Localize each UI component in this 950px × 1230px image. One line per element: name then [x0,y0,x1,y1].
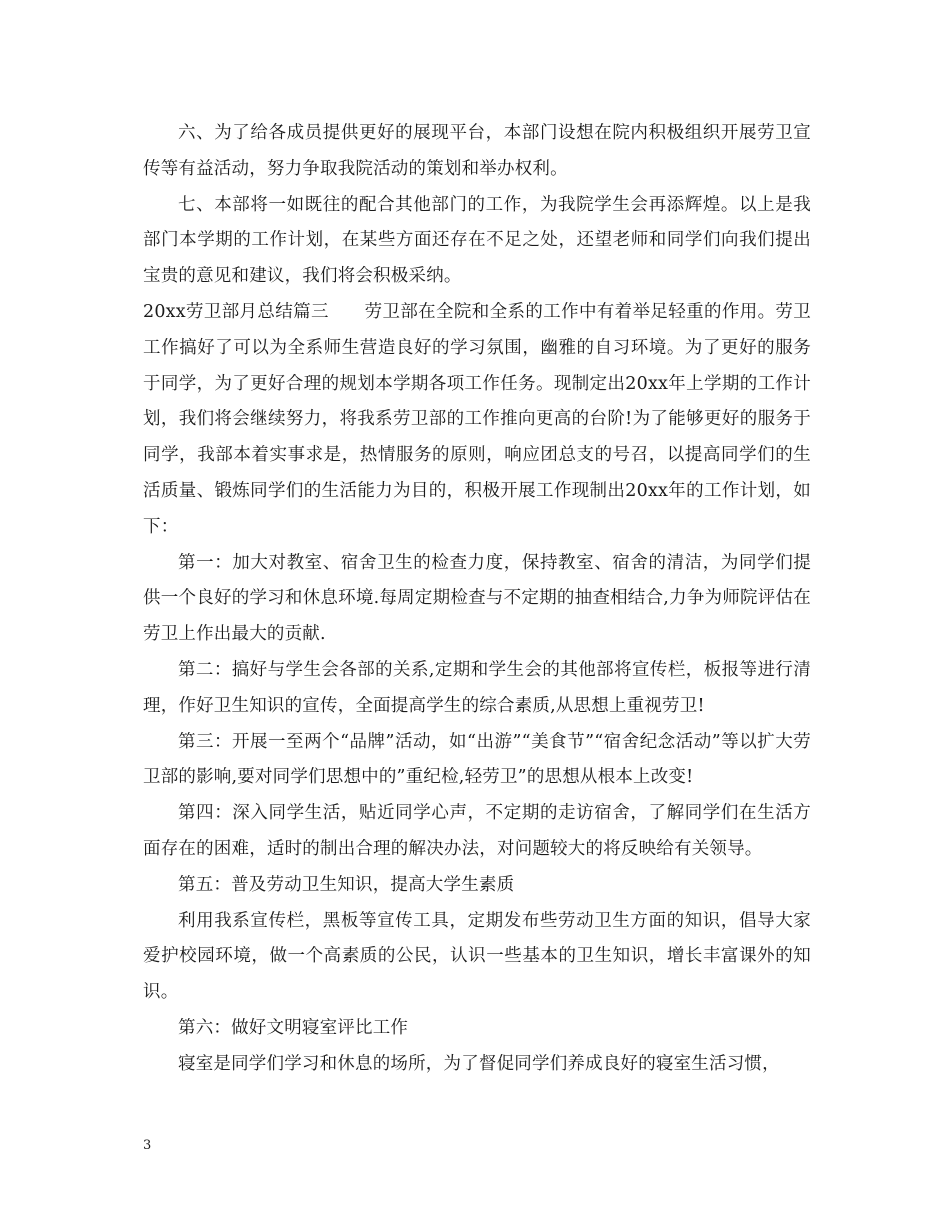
paragraph-fourth: 第四：深入同学生活，贴近同学心声，不定期的走访宿舍，了解同学们在生活方面存在的困难，适时的制出合理的解决办法，对问题较大的将反映给有关领导。 [143,803,811,859]
paragraph-first: 第一：加大对教室、宿舍卫生的检查力度，保持教室、宿舍的清洁，为同学们提供一个良好的学习和休息环境.每周定期检查与不定期的抽查相结合,力争为师院评估在劳卫上作出最大的贡献. [143,552,811,645]
paragraph-fifth-body: 利用我系宣传栏，黑板等宣传工具，定期发布些劳动卫生方面的知识，倡导大家爱护校园环境，做一个高素质的公民，认识一些基本的卫生知识，增长丰富课外的知识。 [143,910,811,1003]
document-body [143,116,811,1083]
paragraph-third: 第三：开展一至两个“品牌”活动，如“出游”“美食节”“宿舍纪念活动”等以扩大劳卫部的影响,要对同学们思想中的”重纪检,轻劳卫”的思想从根本上改变! [143,731,811,788]
page-number: 3 [143,1138,152,1153]
paragraph-summary-part-three: 20xx劳卫部月总结篇三 劳卫部在全院和全系的工作中有着举足轻重的作用。劳卫工作搞好了可以为全系师生营造良好的学习氛围，幽雅的自习环境。为了更好的服务于同学，为了更好合理的规划本学期各项工作任务。现制定出20xx年上学期的工作计划，我们将会继续努力，将我系劳卫部的工作推向更高的台阶!为了能够更好的服务于同学，我部本着实事求是，热情服务的原则，响应团总支的号召，以提高同学们的生活质量、锻炼同学们的生活能力为目的，积极开展工作现制出20xx年的工作计划，如下： [143,301,811,537]
paragraph-second: 第二：搞好与学生会各部的关系,定期和学生会的其他部将宣传栏，板报等进行清理，作好卫生知识的宣传，全面提高学生的综合素质,从思想上重视劳卫! [143,659,811,716]
paragraph-six: 六、为了给各成员提供更好的展现平台，本部门设想在院内积极组织开展劳卫宣传等有益活动，努力争取我院活动的策划和举办权利。 [143,123,811,179]
paragraph-sixth-heading: 第六：做好文明寝室评比工作 [178,1017,409,1038]
paragraph-seven: 七、本部将一如既往的配合其他部门的工作，为我院学生会再添辉煌。以上是我部门本学期的工作计划，在某些方面还存在不足之处，还望老师和同学们向我们提出宝贵的意见和建议，我们将会积极采纳。 [143,194,811,287]
paragraph-fifth-heading: 第五：普及劳动卫生知识，提高大学生素质 [178,874,515,895]
paragraph-sixth-body: 寝室是同学们学习和休息的场所，为了督促同学们养成良好的寝室生活习惯， [178,1053,780,1074]
